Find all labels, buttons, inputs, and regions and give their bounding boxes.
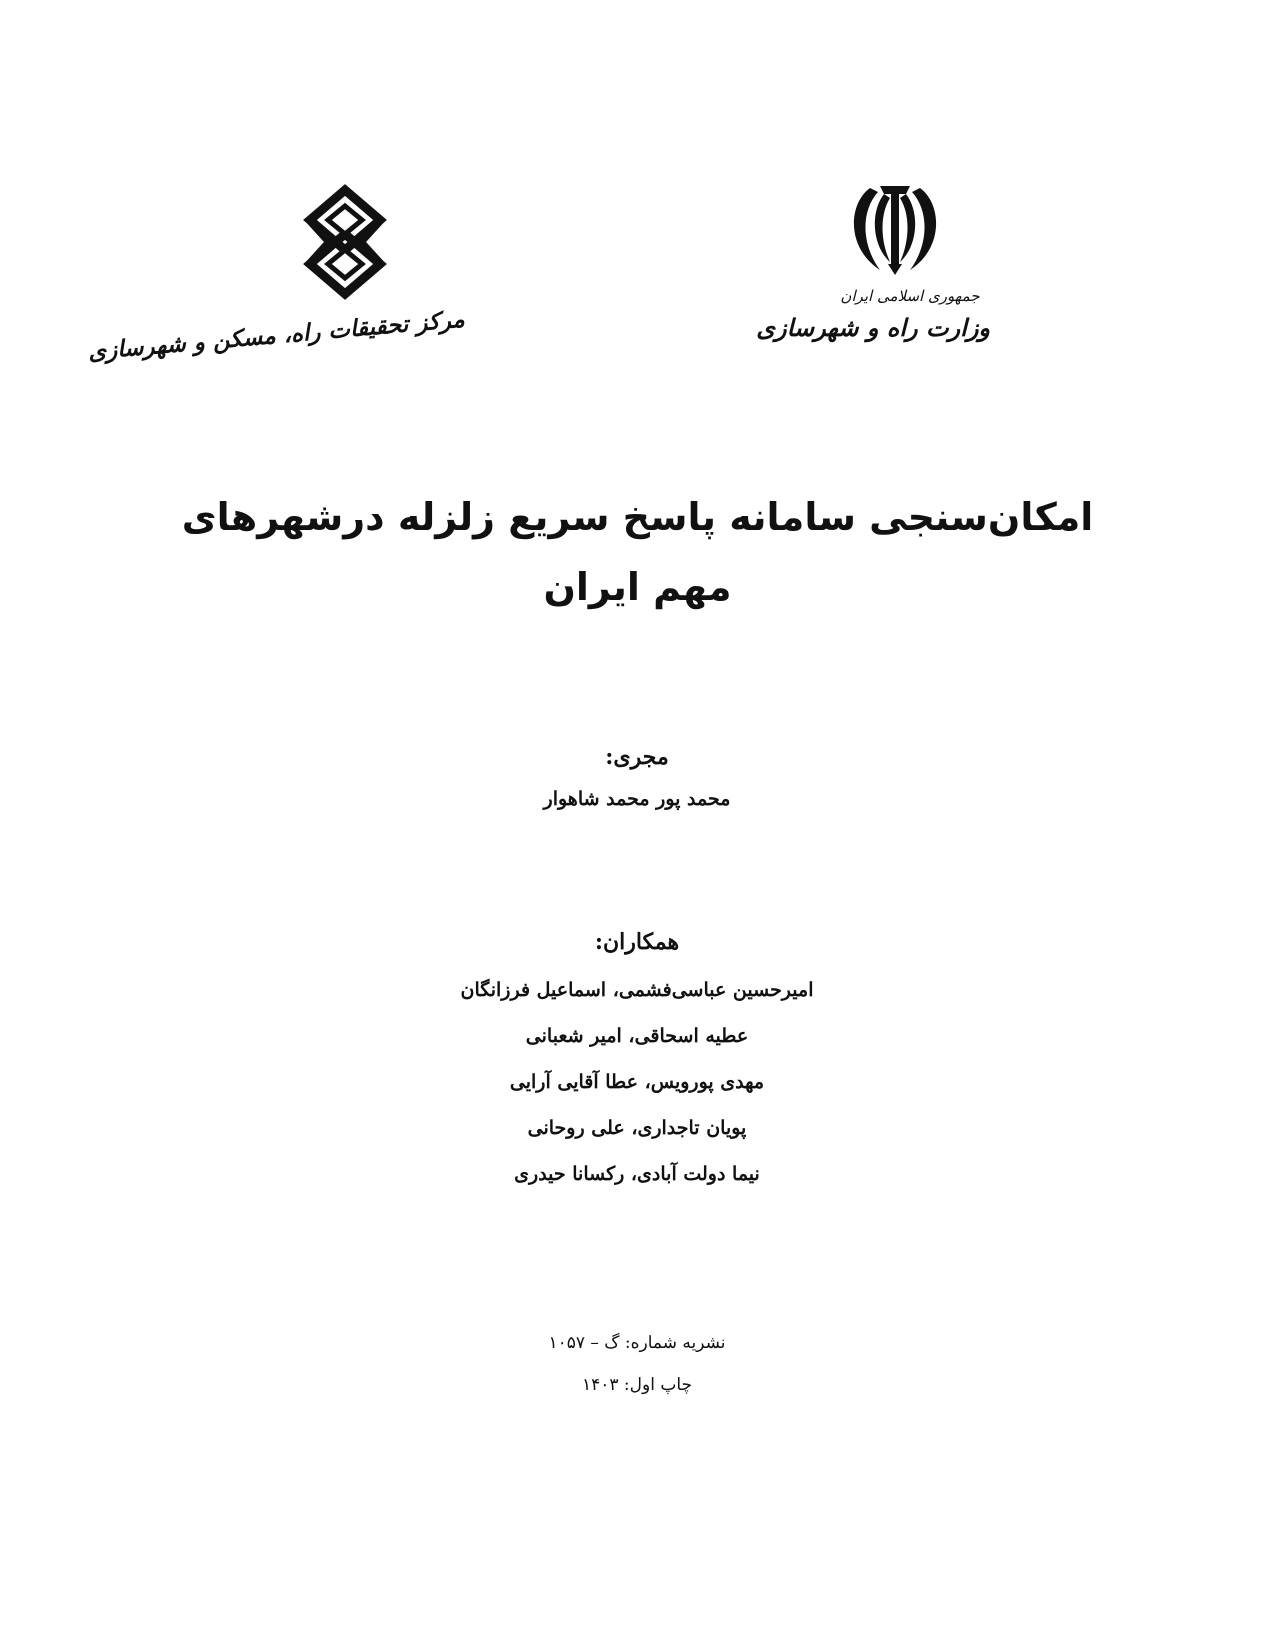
country-name: جمهوری اسلامی ایران: [840, 287, 980, 305]
report-title: [150, 482, 1125, 622]
iran-emblem-icon: [840, 182, 950, 277]
research-center-emblem-icon: [290, 182, 400, 302]
colleague-list: [237, 967, 1037, 1197]
research-center-name: مرکز تحقیقات راه، مسکن و شهرسازی: [86, 305, 466, 366]
colleagues-label: همکاران:: [594, 929, 680, 955]
list-item: عطیه اسحاقی، امیر شعبانی: [525, 1025, 749, 1047]
title-line-1: امکان‌سنجی سامانه پاسخ سریع زلزله درشهرهای: [181, 495, 1094, 539]
colleagues-section: [237, 925, 1037, 1197]
ministry-name: وزارت راه و شهرسازی: [756, 313, 990, 342]
executor-label: مجری:: [605, 744, 669, 770]
publication-number: نشریه شماره: گ – ۱۰۵۷: [548, 1333, 726, 1353]
publication-info: [337, 1322, 937, 1406]
list-item: امیرحسین عباسی‌فشمی، اسماعیل فرزانگان: [460, 979, 814, 1001]
executor-section: [237, 740, 1037, 816]
ministry-logo: [756, 182, 990, 342]
list-item: پویان تاجداری، علی روحانی: [527, 1117, 747, 1139]
edition-info: چاپ اول: ۱۴۰۳: [581, 1375, 693, 1395]
title-line-2: مهم ایران: [543, 565, 732, 609]
executor-name: محمد پور محمد شاهوار: [543, 788, 731, 810]
list-item: نیما دولت آبادی، رکسانا حیدری: [514, 1163, 760, 1185]
research-center-logo: [86, 182, 466, 366]
list-item: مهدی پورویس، عطا آقایی آرایی: [509, 1071, 765, 1093]
